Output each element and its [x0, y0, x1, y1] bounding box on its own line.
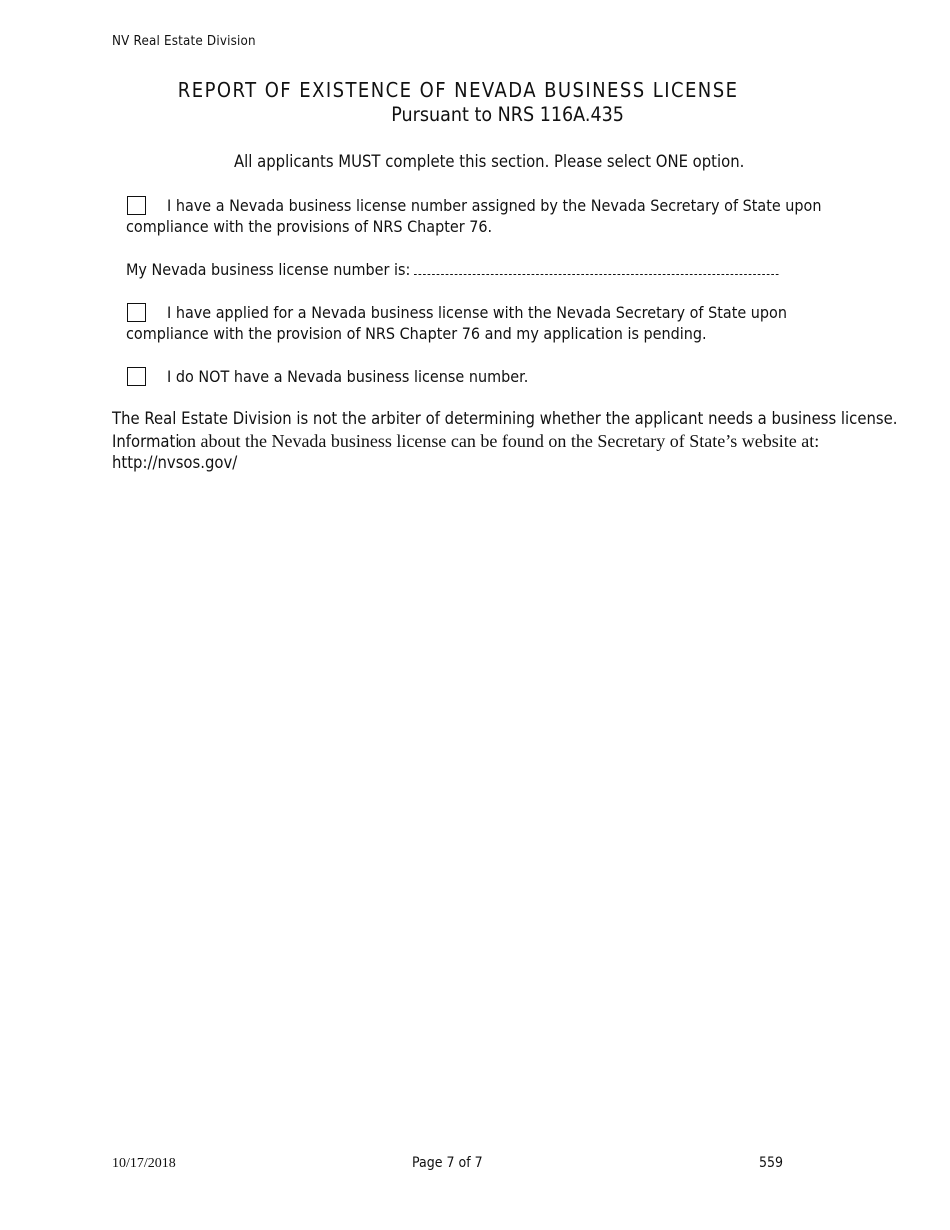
- header-organization: NV Real Estate Division: [112, 34, 256, 49]
- option-applied-text-line2: compliance with the provision of NRS Chapter 76 and my application is pending.: [126, 324, 707, 343]
- note-arbiter-text: The Real Estate Division is not the arbiter of determining whether the applicant needs a business license.: [112, 409, 898, 428]
- option-has-license-checkbox[interactable]: [127, 196, 146, 215]
- note-info-prefix: Informati: [112, 432, 180, 451]
- form-subtitle: Pursuant to NRS 116A.435: [391, 103, 624, 126]
- footer-page-number: Page 7 of 7: [412, 1155, 483, 1171]
- option-no-license-text: I do NOT have a Nevada business license number.: [167, 367, 529, 386]
- form-instruction: All applicants MUST complete this section. Please select ONE option.: [234, 152, 745, 171]
- footer-form-number: 559: [759, 1155, 784, 1171]
- option-applied-checkbox[interactable]: [127, 303, 146, 322]
- footer-date: 10/17/2018: [112, 1156, 176, 1171]
- license-number-field[interactable]: [414, 260, 779, 275]
- license-number-row: [126, 260, 778, 279]
- option-no-license-checkbox[interactable]: [127, 367, 146, 386]
- option-applied-text-line1: I have applied for a Nevada business license with the Nevada Secretary of State upon: [167, 303, 787, 322]
- option-has-license-text-line1: I have a Nevada business license number assigned by the Nevada Secretary of State upon: [167, 196, 822, 215]
- note-info-rest: on about the Nevada business license can be found on the Secretary of State’s website at:: [177, 431, 820, 451]
- nvsos-link[interactable]: http://nvsos.gov/: [112, 453, 238, 472]
- form-title: REPORT OF EXISTENCE OF NEVADA BUSINESS LICENSE: [177, 78, 739, 102]
- option-has-license-text-line2: compliance with the provisions of NRS Chapter 76.: [126, 217, 493, 236]
- note-info-text: [112, 431, 819, 452]
- license-number-label: My Nevada business license number is:: [126, 260, 411, 279]
